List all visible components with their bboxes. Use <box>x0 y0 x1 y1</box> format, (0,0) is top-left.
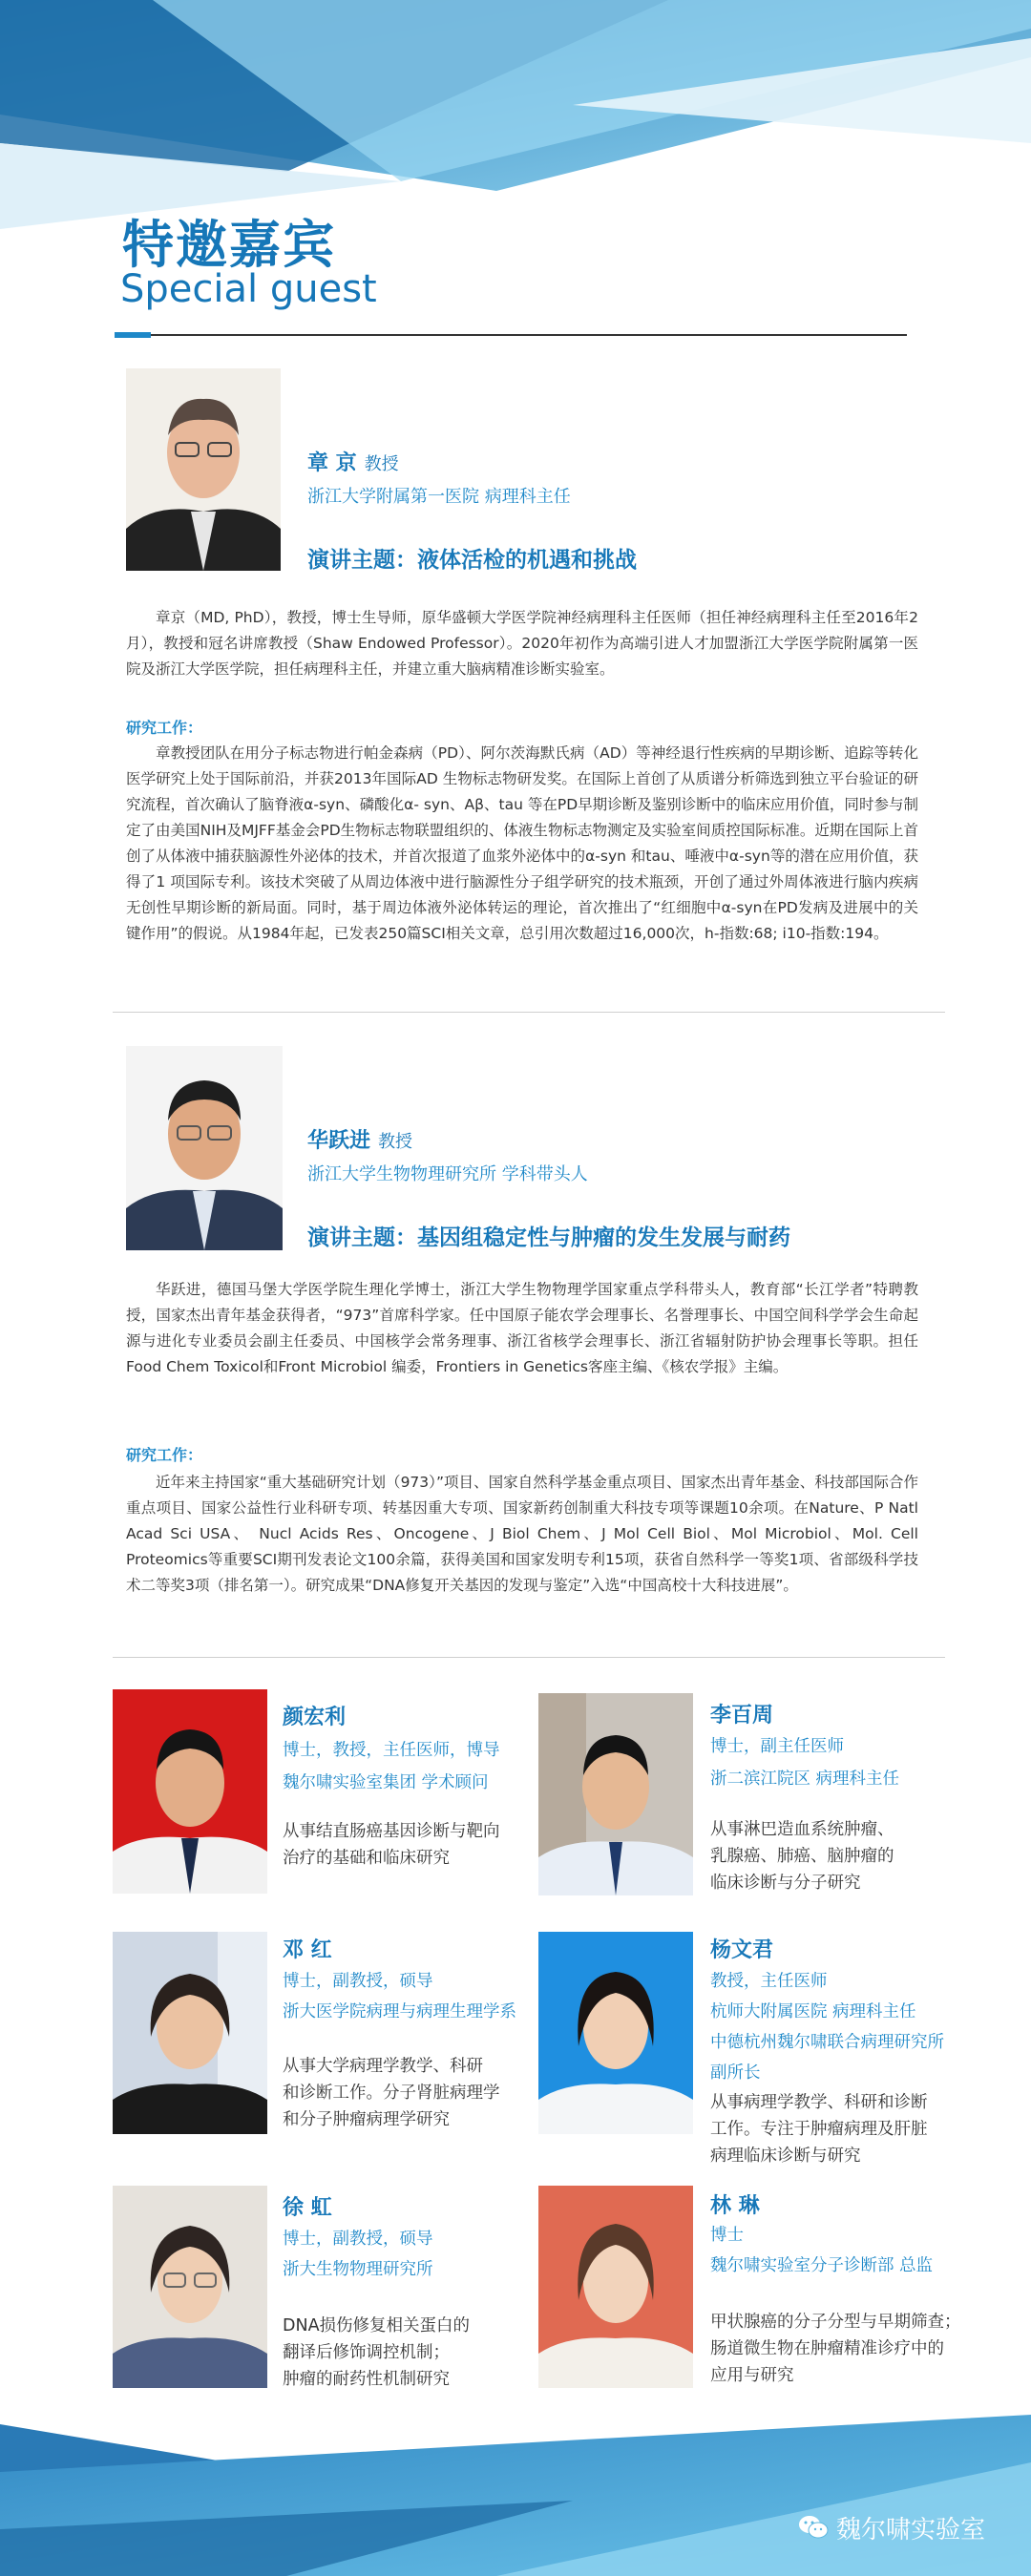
guest-title-line: 博士，副教授，硕导 <box>283 2230 433 2249</box>
speaker-name: 华跃进 <box>307 1129 371 1153</box>
footer-logo-text: 魏尔啸实验室 <box>836 2516 986 2545</box>
title-divider-accent <box>115 332 151 338</box>
speaker-research: 近年来主持国家“重大基础研究计划（973）”项目、国家自然科学基金重点项目、国家杰出青年基金、科技部国际合作重点项目、国家公益性行业科研专项、转基因重大专项、国家新药创制重大科技专项等课题10余项。在Nature、P Natl Acad Sci USA、 Nucl Acids Res、Oncogene、J Biol Chem、J Mol Cell Biol、Mol Microbiol、Mol. Cell Proteomics等重要SCI期刊发表论文100余篇，获得美国和国家发明专利15项，获省自然科学一等奖1项、省部级科学技术二等奖3项（排名第一）。研究成果“DNA修复开关基因的发现与鉴定”入选“中国高校十大科技进展”。 <box>126 1474 918 1594</box>
speaker-topic: 演讲主题：液体活检的机遇和挑战 <box>307 548 637 573</box>
guest-desc-line: 和诊断工作。分子肾脏病理学 <box>283 2084 500 2103</box>
footer-logo <box>798 2510 999 2548</box>
guest-desc-line: 和分子肿瘤病理学研究 <box>283 2110 450 2129</box>
wechat-icon <box>798 2514 829 2541</box>
guest-title-line: 教授，主任医师 <box>710 1972 828 1991</box>
guest-title-line: 杭师大附属医院 病理科主任 <box>710 2002 916 2021</box>
guest-name: 杨文君 <box>710 1938 774 1962</box>
speaker-heading <box>307 1124 412 1154</box>
guest-name: 颜宏利 <box>283 1706 347 1729</box>
guest-desc-line: 乳腺癌、肺癌、脑肿瘤的 <box>710 1847 894 1866</box>
speaker-title: 教授 <box>378 1132 413 1152</box>
guest-desc-line: 应用与研究 <box>710 2366 794 2385</box>
guest-desc-line: 肿瘤的耐药性机制研究 <box>283 2370 450 2389</box>
guest-desc-line: 甲状腺癌的分子分型与早期筛查； <box>710 2313 961 2332</box>
section-divider <box>113 1657 945 1658</box>
speaker-topic: 演讲主题：基因组稳定性与肿瘤的发生发展与耐药 <box>307 1225 790 1250</box>
page-title-cn: 特邀嘉宾 <box>122 215 336 275</box>
guest-desc-line: 治疗的基础和临床研究 <box>283 1849 450 1868</box>
research-label: 研究工作： <box>126 719 203 737</box>
guest-desc-line: 病理临床诊断与研究 <box>710 2147 861 2166</box>
guest-photo <box>538 2186 693 2388</box>
guest-photo <box>113 2186 267 2388</box>
guest-desc-line: DNA损伤修复相关蛋白的 <box>283 2316 471 2335</box>
guest-desc-line: 工作。专注于肿瘤病理及肝脏 <box>710 2120 928 2139</box>
guest-desc-line: 从事结直肠癌基因诊断与靶向 <box>283 1822 500 1841</box>
speaker-bio: 华跃进，德国马堡大学医学院生理化学博士，浙江大学生物物理学国家重点学科带头人，教育部“长江学者”特聘教授，国家杰出青年基金获得者，“973”首席科学家。任中国原子能农学会理事长、名誉理事长、中国空间科学学会生命起源与进化专业委员会副主任委员、中国核学会常务理事、浙江省核学会理事长、浙江省辐射防护协会理事长等职。担任Food Chem Toxicol和Front Microbiol 编委，Frontiers in Genetics客座主编、《核农学报》主编。 <box>126 1281 918 1375</box>
guest-photo <box>538 1932 693 2134</box>
guest-desc-line: 从事淋巴造血系统肿瘤、 <box>710 1820 894 1839</box>
speaker-org: 浙江大学附属第一医院 病理科主任 <box>307 487 571 507</box>
guest-desc-line: 翻译后修饰调控机制； <box>283 2343 450 2362</box>
title-divider <box>115 334 907 336</box>
guest-photo <box>113 1689 267 1894</box>
guest-name: 邓 红 <box>283 1938 332 1962</box>
speaker-heading <box>307 447 399 476</box>
research-label: 研究工作： <box>126 1446 203 1464</box>
guest-name: 李百周 <box>710 1704 774 1728</box>
speaker-photo <box>126 1046 283 1250</box>
guest-title-line: 中德杭州魏尔啸联合病理研究所 <box>710 2033 944 2052</box>
guest-title-line: 浙大生物物理研究所 <box>283 2260 433 2279</box>
guest-desc-line: 肠道微生物在肿瘤精准诊疗中的 <box>710 2339 944 2358</box>
guest-title-line: 浙二滨江院区 病理科主任 <box>710 1770 900 1789</box>
guest-photo <box>113 1932 267 2134</box>
guest-desc-line: 从事大学病理学教学、科研 <box>283 2057 483 2076</box>
speaker-research: 章教授团队在用分子标志物进行帕金森病（PD）、阿尔茨海默氏病（AD）等神经退行性疾病的早期诊断、追踪等转化医学研究上处于国际前沿，并获2013年国际AD 生物标志物研发奖。在国际上首创了从质谱分析筛选到独立平台验证的研究流程，首次确认了脑脊液α-syn、磷酸化α- syn、Aβ、tau 等在PD早期诊断及鉴别诊断中的临床应用价值，同时参与制定了由美国NIH及MJFF基金会PD生物标志物联盟组织的、体液生物标志物测定及实验室间质控国际标准。近期在国际上首创了从体液中捕获脑源性外泌体的技术，并首次报道了血浆外泌体中的α-syn 和tau、唾液中α-syn等的潜在应用价值，获得了1 项国际专利。该技术突破了从周边体液中进行脑源性分子组学研究的技术瓶颈，开创了通过外周体液进行脑内疾病无创性早期诊断的新局面。同时，基于周边体液外泌体转运的理论，首次推出了“红细胞中α-syn在PD发病及进展中的关键作用”的假说。从1984年起，已发表250篇SCI相关文章，总引用次数超过16,000次，h-指数:68; i10-指数:194。 <box>126 744 918 942</box>
page-title-en: Special guest <box>120 267 377 311</box>
speaker-photo <box>126 368 281 571</box>
guest-name: 林 琳 <box>710 2194 760 2218</box>
guest-title-line: 博士 <box>710 2226 744 2245</box>
guest-title-line: 博士，副教授，硕导 <box>283 1972 433 1991</box>
guest-title-line: 浙大医学院病理与病理生理学系 <box>283 2002 516 2021</box>
guest-title-line: 魏尔啸实验室分子诊断部 总监 <box>710 2256 934 2275</box>
speaker-org: 浙江大学生物物理研究所 学科带头人 <box>307 1164 588 1184</box>
guest-title-line: 博士，副主任医师 <box>710 1737 844 1756</box>
guest-photo <box>538 1693 693 1895</box>
speaker-name: 章 京 <box>307 451 357 475</box>
section-divider <box>113 1012 945 1013</box>
guest-desc-line: 临床诊断与分子研究 <box>710 1874 861 1893</box>
speaker-bio: 章京（MD, PhD），教授，博士生导师，原华盛顿大学医学院神经病理科主任医师（担任神经病理科主任至2016年2月），教授和冠名讲席教授（Shaw Endowed Professor）。2020年初作为高端引进人才加盟浙江大学医学院附属第一医院及浙江大学医学院，担任病理科主任，并建立重大脑病精准诊断实验室。 <box>126 609 918 678</box>
speaker-title: 教授 <box>364 454 399 474</box>
guest-title-line: 副所长 <box>710 2063 761 2083</box>
guest-title-line: 博士，教授，主任医师，博导 <box>283 1741 500 1760</box>
guest-title-line: 魏尔啸实验室集团 学术顾问 <box>283 1773 489 1792</box>
guest-name: 徐 虹 <box>283 2196 332 2220</box>
guest-desc-line: 从事病理学教学、科研和诊断 <box>710 2093 928 2112</box>
